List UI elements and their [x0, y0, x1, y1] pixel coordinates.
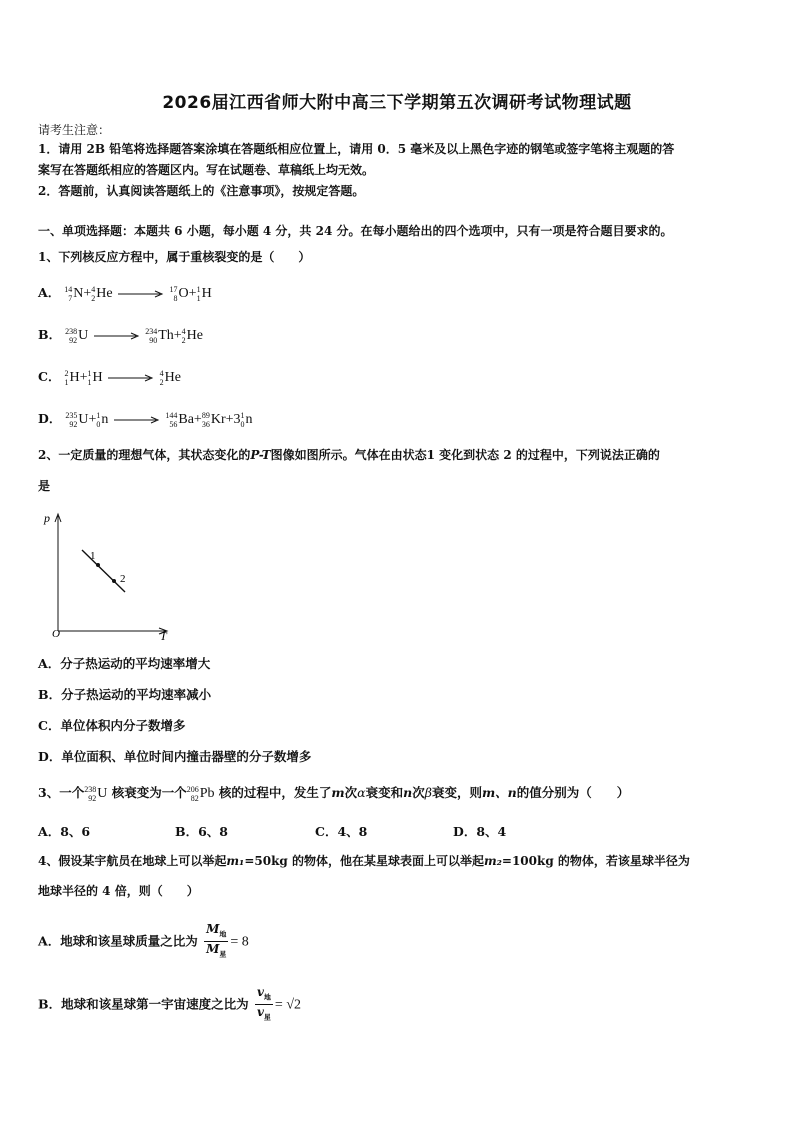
state-1-label: 1: [90, 550, 96, 562]
notice-item-2: 2．答题前，认真阅读答题纸上的《注意事项》，按规定答题。: [38, 184, 365, 198]
q3-stem: 3、一个 238 92 U 核衰变为一个 206 82 Pb 核的过程中，发生了m次α衰变和n次β衰变，则m、n的值分别为（ ）: [38, 784, 630, 803]
section-heading: 一、单项选择题：本题共 6 小题，每小题 4 分，共 24 分。在每小题给出的四个选项中，只有一项是符合题目要求的。: [38, 224, 673, 238]
q3-option-a: A．8、6: [38, 824, 91, 839]
q1-stem: 1、下列核反应方程中，属于重核裂变的是（ ）: [38, 250, 311, 264]
y-axis-label: p: [44, 511, 50, 525]
q1-option-d: D． 235 92 U+ 1 0 n 144 56 Ba+ 89 36 Kr+3 1 0 n: [38, 410, 253, 429]
q1-option-a: A． 14 7 N+ 4 2 He 17 8 O+ 1 1 H: [38, 284, 212, 303]
page-title: 2026届江西省师大附中高三下学期第五次调研考试物理试题: [162, 93, 632, 113]
q2-option-d: D．单位面积、单位时间内撞击器壁的分子数增多: [38, 749, 312, 764]
q2-option-c: C．单位体积内分子数增多: [38, 718, 186, 733]
q4-option-b: B．地球和该星球第一宇宙速度之比为 $\frac{v_地}{v_星}$ = √2: [38, 985, 301, 1025]
q3-option-b: B．6、8: [175, 824, 228, 839]
state-2-label: 2: [120, 573, 126, 585]
q1-option-b: B． 238 92 U 234 90 Th+ 4 2 He: [38, 326, 203, 345]
q2-stem-line2: 是: [38, 479, 51, 493]
q3-option-c: C．4、8: [315, 824, 368, 839]
state-1-point: [96, 563, 100, 567]
origin-label: O: [52, 628, 60, 640]
q2-option-b: B．分子热运动的平均速率减小: [38, 687, 212, 702]
notice-heading: 请考生注意：: [38, 123, 111, 137]
reaction-arrow-icon: [108, 374, 154, 382]
process-line: [82, 550, 125, 592]
velocity-ratio-fraction: $\frac{v_地}{v_星}$: [256, 985, 271, 1022]
q4-stem-line2: 地球半径的 4 倍，则（ ）: [38, 884, 199, 898]
q4-stem-line1: 4、假设某宇航员在地球上可以举起m₁=50kg 的物体，他在某星球表面上可以举起m₂=100kg 的物体，若该星球半径为: [38, 854, 690, 868]
mass-ratio-fraction: $\frac{M_地}{M_星}$: [206, 922, 227, 959]
notice-item-1b: 案写在答题纸相应的答题区内。写在试题卷、草稿纸上均无效。: [38, 163, 375, 177]
q1-option-c: C． 2 1 H+ 1 1 H 4 2 He: [38, 368, 181, 387]
state-2-point: [112, 579, 116, 583]
q2-stem-line1: 2、一定质量的理想气体，其状态变化的P-T图像如图所示。气体在由状态1 变化到状态 2 的过程中，下列说法正确的: [38, 448, 660, 462]
pt-graph: [38, 506, 178, 644]
reaction-arrow-icon: [118, 290, 164, 298]
q2-option-a: A．分子热运动的平均速率增大: [38, 656, 211, 671]
reaction-arrow-icon: [114, 416, 160, 424]
reaction-arrow-icon: [94, 332, 140, 340]
q3-option-d: D．8、4: [453, 824, 507, 839]
q4-option-a: A．地球和该星球质量之比为 $\frac{M_地}{M_星}$ = 8: [38, 922, 249, 962]
notice-item-1a: 1．请用 2B 铅笔将选择题答案涂填在答题纸相应位置上，请用 0．5 毫米及以上黑色字迹的钢笔或签字笔将主观题的答: [38, 142, 675, 156]
x-axis-label: T: [160, 629, 167, 643]
